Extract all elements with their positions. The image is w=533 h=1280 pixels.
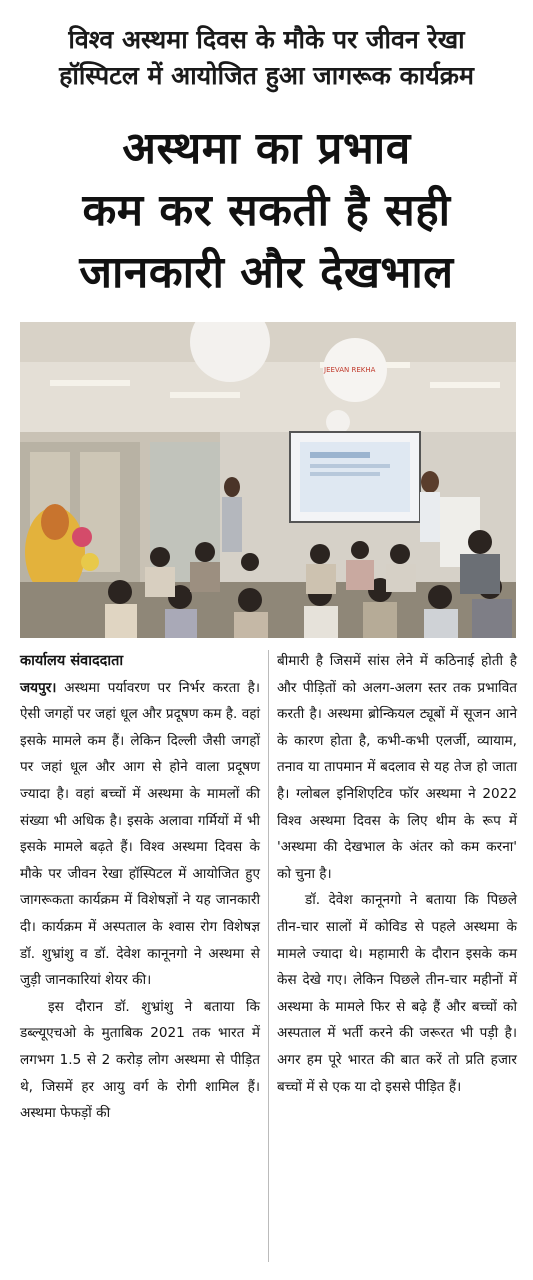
headline-line-2: कम कर सकती है सही (82, 185, 451, 236)
right-paragraph-1: बीमारी है जिसमें सांस लेने में कठिनाई होती है और पीड़ितों को अलग-अलग स्तर तक प्रभावित करती है। अस्थमा ब्रोन्कियल ट्यूबों में सूजन आने के कारण होता है, कभी-कभी एलर्जी, व्यायाम, तनाव या तापमान में बदलाव से यह तेज हो जाता है। ग्लोबल इनिशिएटिव फॉर अस्थमा ने 2022 विश्व अस्थमा दिवस के लिए थीम के रूप में 'अस्थमा की देखभाल के अंतर को कम करना' को चुना है। (277, 653, 517, 882)
event-photo (20, 322, 516, 638)
right-paragraph-2: डॉ. देवेश कानूनगो ने बताया कि पिछले तीन-चार सालों में कोविड से पहले अस्थमा के मामले ज्यादा थे। महामारी के दौरान इसके कम केस देखे गए। लेकिन पिछले तीन-चार महीनों में अस्थमा के मामले फिर से बढ़े हैं और बच्चों को अस्पताल में भर्ती करने की जरूरत भी पड़ी है। अगर हम पूरे भारत की बात करें तो प्रति हजार बच्चों में से एक या दो इससे पीड़ित हैं। (277, 892, 517, 1095)
photo-logo-text: JEEVAN REKHA (324, 366, 376, 374)
headline-line-1: अस्थमा का प्रभाव (122, 123, 411, 174)
article-kicker (0, 22, 533, 94)
byline: कार्यालय संवाददाता (20, 653, 124, 669)
dateline: जयपुर। (20, 679, 57, 696)
article-column-left (20, 648, 260, 1127)
column-divider (268, 650, 269, 1262)
headline-line-3: जानकारी और देखभाल (79, 247, 454, 298)
left-paragraph-1 (20, 675, 260, 994)
article-column-right (277, 648, 517, 1100)
article-headline (0, 118, 533, 304)
left-paragraph-1-text: अस्थमा पर्यावरण पर निर्भर करता है। ऐसी जगहों पर जहां धूल और प्रदूषण कम है. वहां इसके मामले कम हैं। लेकिन दिल्ली जैसी जगहों पर जहां धूल और आग से होने वाला प्रदूषण ज्यादा है। वहां बच्चों में अस्थमा के मामलों की संख्या भी अधिक है। इसके अलावा गर्मियों में भी इसके मामले बढ़ते हैं। विश्व अस्थमा दिवस के मौके पर जीवन रेखा हॉस्पिटल में आयोजित हुए जागरूकता कार्यक्रम में विशेषज्ञों ने यह जानकारी दी। कार्यक्रम में अस्पताल के श्वास रोग विशेषज्ञ डॉ. शुभ्रांशु व डॉ. देवेश कानूनगो ने अस्थमा से जुड़ी जानकारियां शेयर की। (20, 679, 260, 989)
kicker-line-1: विश्व अस्थमा दिवस के मौके पर जीवन रेखा (68, 25, 465, 54)
kicker-line-2: हॉस्पिटल में आयोजित हुआ जागरूक कार्यक्रम (59, 61, 474, 90)
left-paragraph-2: इस दौरान डॉ. शुभ्रांशु ने बताया कि डब्ल्यूएचओ के मुताबिक 2021 तक भारत में लगभग 1.5 से 2 करोड़ लोग अस्थमा से पीड़ित थे, जिसमें हर आयु वर्ग के रोगी शामिल हैं। अस्थमा फेफड़ों की (20, 998, 260, 1122)
